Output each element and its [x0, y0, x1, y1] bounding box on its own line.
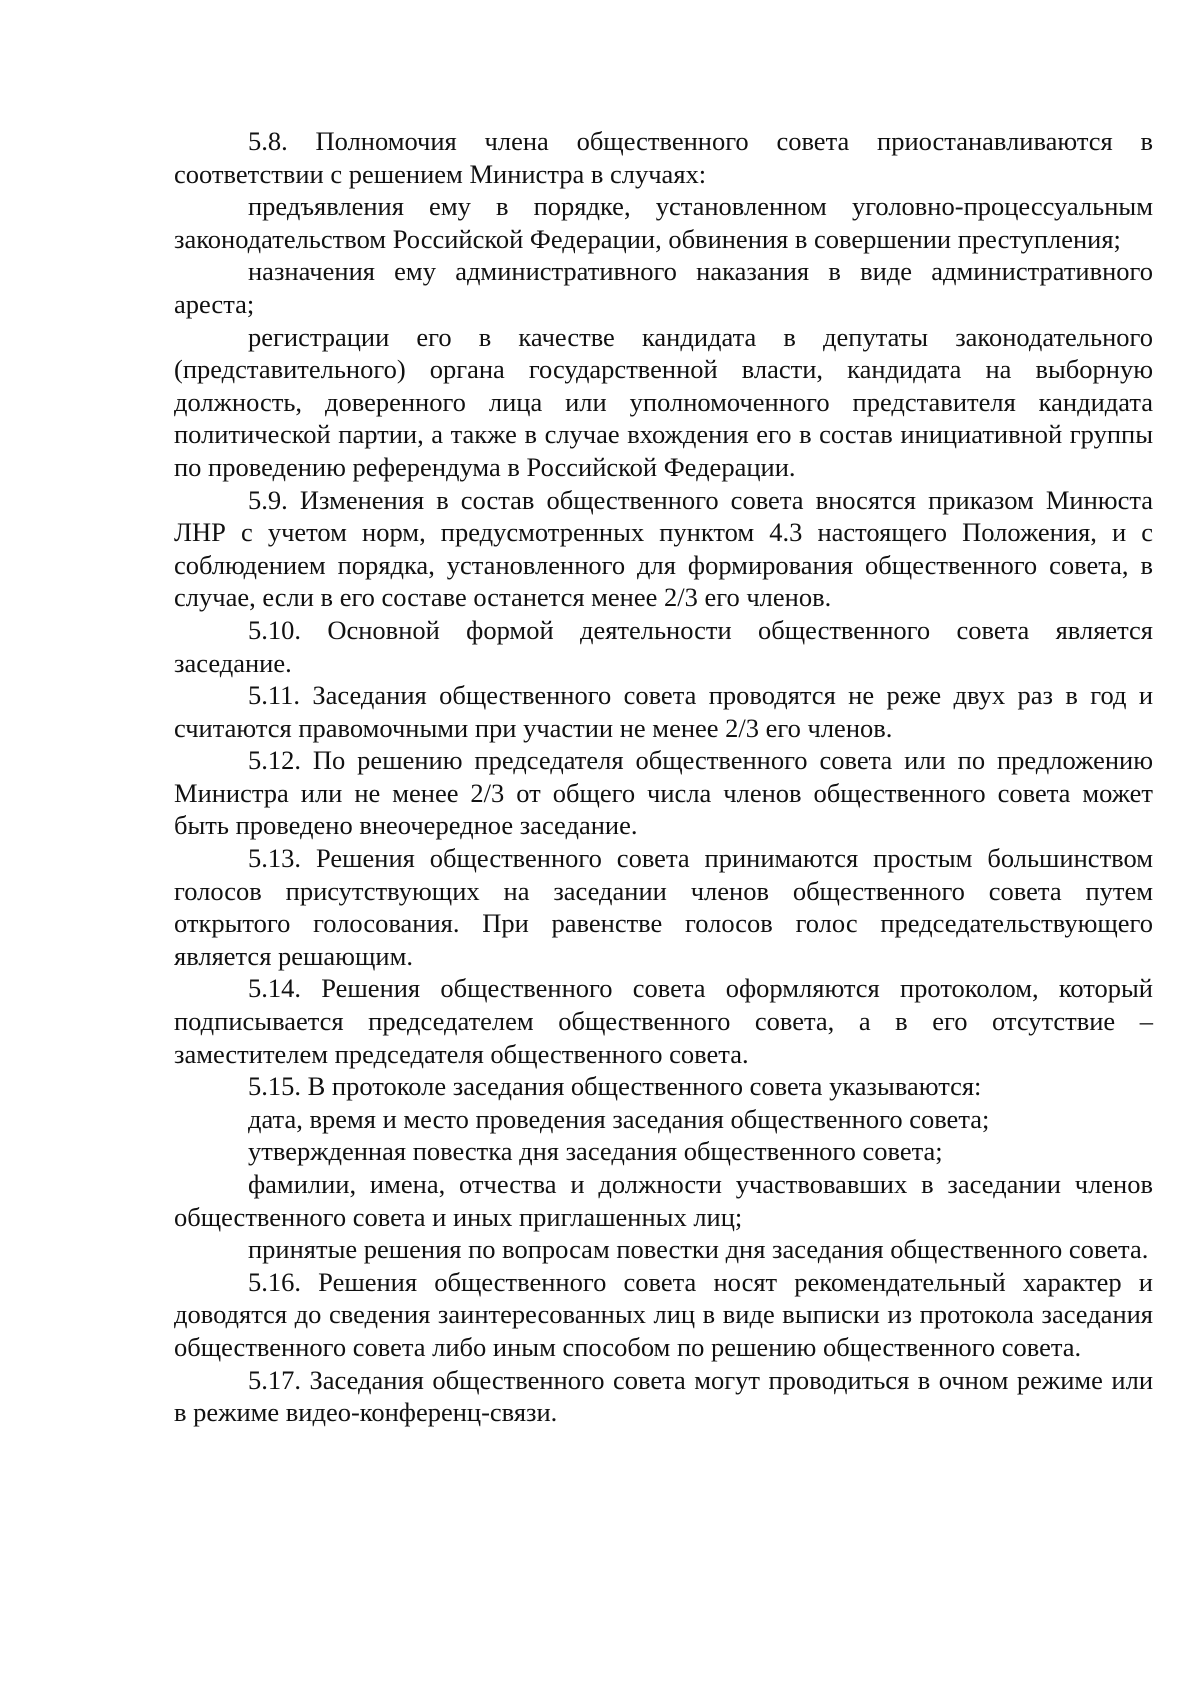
paragraph-5-11: 5.11. Заседания общественного совета проводятся не реже двух раз в год и считаются правомочными при участии не менее 2/3 его членов. — [174, 680, 1153, 743]
paragraph-5-10: 5.10. Основной формой деятельности общественного совета является заседание. — [174, 614, 1153, 678]
paragraph-5-16: 5.16. Решения общественного совета носят рекомендательный характер и доводятся до сведения заинтересованных лиц в виде выписки из протокола заседания общественного совета либо иным способом по решению общественного совета. — [174, 1266, 1153, 1362]
paragraph-5-12: 5.12. По решению председателя общественного совета или по предложению Министра или не менее 2/3 от общего числа членов общественного совета может быть проведено внеочередное заседание. — [174, 745, 1153, 841]
paragraph-5-8-item-arrest: назначения ему административного наказания в виде административного ареста; — [174, 256, 1153, 319]
paragraph-5-15-item-decisions: принятые решения по вопросам повестки дня заседания общественного совета. — [248, 1234, 1149, 1265]
paragraph-5-15-item-participants: фамилии, имена, отчества и должности участвовавших в заседании членов общественного совета и иных приглашенных лиц; — [174, 1169, 1153, 1232]
paragraph-5-8-item-accusation: предъявления ему в порядке, установленном уголовно-процессуальным законодательством Российской Федерации, обвинения в совершении преступления; — [174, 191, 1153, 254]
paragraph-5-13: 5.13. Решения общественного совета принимаются простым большинством голосов присутствующих на заседании членов общественного совета путем открытого голосования. При равенстве голосов голос председательствующего является решающим. — [174, 843, 1153, 971]
paragraph-5-17: 5.17. Заседания общественного совета могут проводиться в очном режиме или в режиме видео-конференц-связи. — [174, 1364, 1153, 1428]
paragraph-5-9: 5.9. Изменения в состав общественного совета вносятся приказом Минюста ЛНР с учетом норм, предусмотренных пунктом 4.3 настоящего Положения, и с соблюдением порядка, установленного для формирования общественного совета, в случае, если в его составе останется менее 2/3 его членов. — [174, 484, 1153, 613]
paragraph-5-15: 5.15. В протоколе заседания общественного совета указываются: — [248, 1071, 982, 1102]
paragraph-5-8: 5.8. Полномочия члена общественного совета приостанавливаются в соответствии с решением Министра в случаях: — [174, 126, 1153, 189]
paragraph-5-15-item-date: дата, время и место проведения заседания общественного совета; — [248, 1103, 990, 1134]
paragraph-5-15-item-agenda: утвержденная повестка дня заседания общественного совета; — [248, 1136, 943, 1167]
paragraph-5-14: 5.14. Решения общественного совета оформляются протоколом, который подписывается председателем общественного совета, а в его отсутствие – заместителем председателя общественного совета. — [174, 973, 1153, 1069]
paragraph-5-8-item-registration: регистрации его в качестве кандидата в депутаты законодательного (представительного) органа государственной власти, кандидата на выборную должность, доверенного лица или уполномоченного представителя кандидата политической партии, а также в случае вхождения его в состав инициативной группы по проведению референдума в Российской Федерации. — [174, 321, 1153, 482]
document-page — [174, 125, 1153, 1429]
